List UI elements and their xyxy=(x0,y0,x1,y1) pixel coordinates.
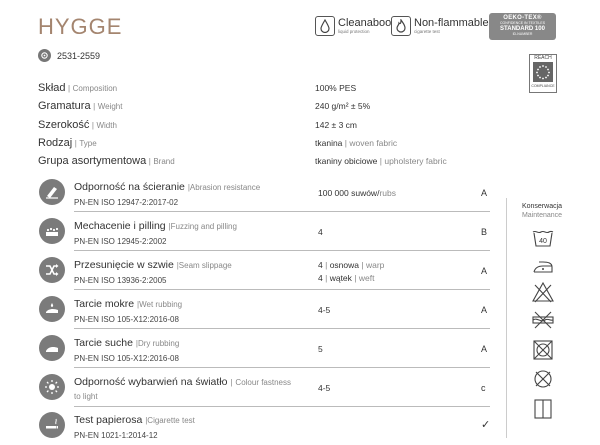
no-dry-clean-icon xyxy=(531,368,555,390)
oeko-tex-badge: OEKO-TEX® CONFIDENCE IN TEXTILES STANDARD 100 ID-NUMBER xyxy=(489,13,556,40)
dry-rubbing-icon xyxy=(39,335,65,361)
cleanaboo-badge: Cleanaboo liquid protection xyxy=(315,16,391,36)
svg-text:40: 40 xyxy=(539,238,547,245)
spec-weight: Gramatura | Weight 240 g/m² ± 5% xyxy=(38,100,371,112)
shuffle-icon xyxy=(39,257,65,283)
no-bleach-icon xyxy=(531,281,555,303)
product-code: 2531-2559 xyxy=(57,50,101,61)
non-flammable-badge: Non-flammable cigarette test xyxy=(391,16,489,36)
maintenance-divider xyxy=(506,198,507,438)
property-cigarette-test: Test papierosa |Cigarette test PN-EN 1021-1:2014-12 ✓ xyxy=(38,406,490,445)
wash-40-icon xyxy=(531,227,555,249)
property-wet-rubbing: Tarcie mokre |Wet rubbing PN-EN ISO 105-X12:2016-08 4-5 A xyxy=(38,290,490,329)
spec-brand: Grupa asortymentowa | Brand tkaniny obiciowe | upholstery fabric xyxy=(38,155,447,167)
flame-icon xyxy=(391,16,411,36)
sun-icon xyxy=(39,374,65,400)
product-code-row xyxy=(38,49,100,62)
product-title: HYGGE xyxy=(38,14,123,39)
property-pilling: Mechacenie i pilling |Fuzzing and pilling PN-EN ISO 12945-2:2002 4 B xyxy=(38,212,490,251)
abrasion-icon xyxy=(39,179,65,205)
reach-badge: REACH COMPLIANCE xyxy=(529,54,557,93)
iron-low-icon xyxy=(531,255,555,277)
spec-width: Szerokość | Width 142 ± 3 cm xyxy=(38,119,357,131)
no-tumble-dry-icon xyxy=(531,339,555,361)
no-wring-icon xyxy=(531,309,555,331)
spec-composition: Skład | Composition 100% PES xyxy=(38,82,357,94)
eu-stars-icon xyxy=(533,62,553,82)
line-dry-icon xyxy=(531,398,555,420)
pilling-icon xyxy=(39,218,65,244)
spec-type: Rodzaj | Type tkanina | woven fabric xyxy=(38,137,398,149)
property-light-fastness: Odporność wybarwień na światło | Colour fastness to light 4-5 c xyxy=(38,368,490,407)
maintenance-header: Konserwacja Maintenance xyxy=(521,203,563,219)
property-seam-slippage: Przesunięcie w szwie |Seam slippage PN-EN ISO 13936-2:2005 4 | osnowa | warp 4 | wątek | weft A xyxy=(38,251,490,290)
droplet-icon xyxy=(315,16,335,36)
swatch-icon xyxy=(38,49,51,62)
wet-rubbing-icon xyxy=(39,296,65,322)
cigarette-icon xyxy=(39,412,65,438)
property-dry-rubbing: Tarcie suche |Dry rubbing PN-EN ISO 105-X12:2016-08 5 A xyxy=(38,329,490,368)
property-abrasion: Odporność na ścieranie |Abrasion resistance PN-EN ISO 12947-2:2017-02 100 000 suwów/rubs A xyxy=(38,173,490,212)
